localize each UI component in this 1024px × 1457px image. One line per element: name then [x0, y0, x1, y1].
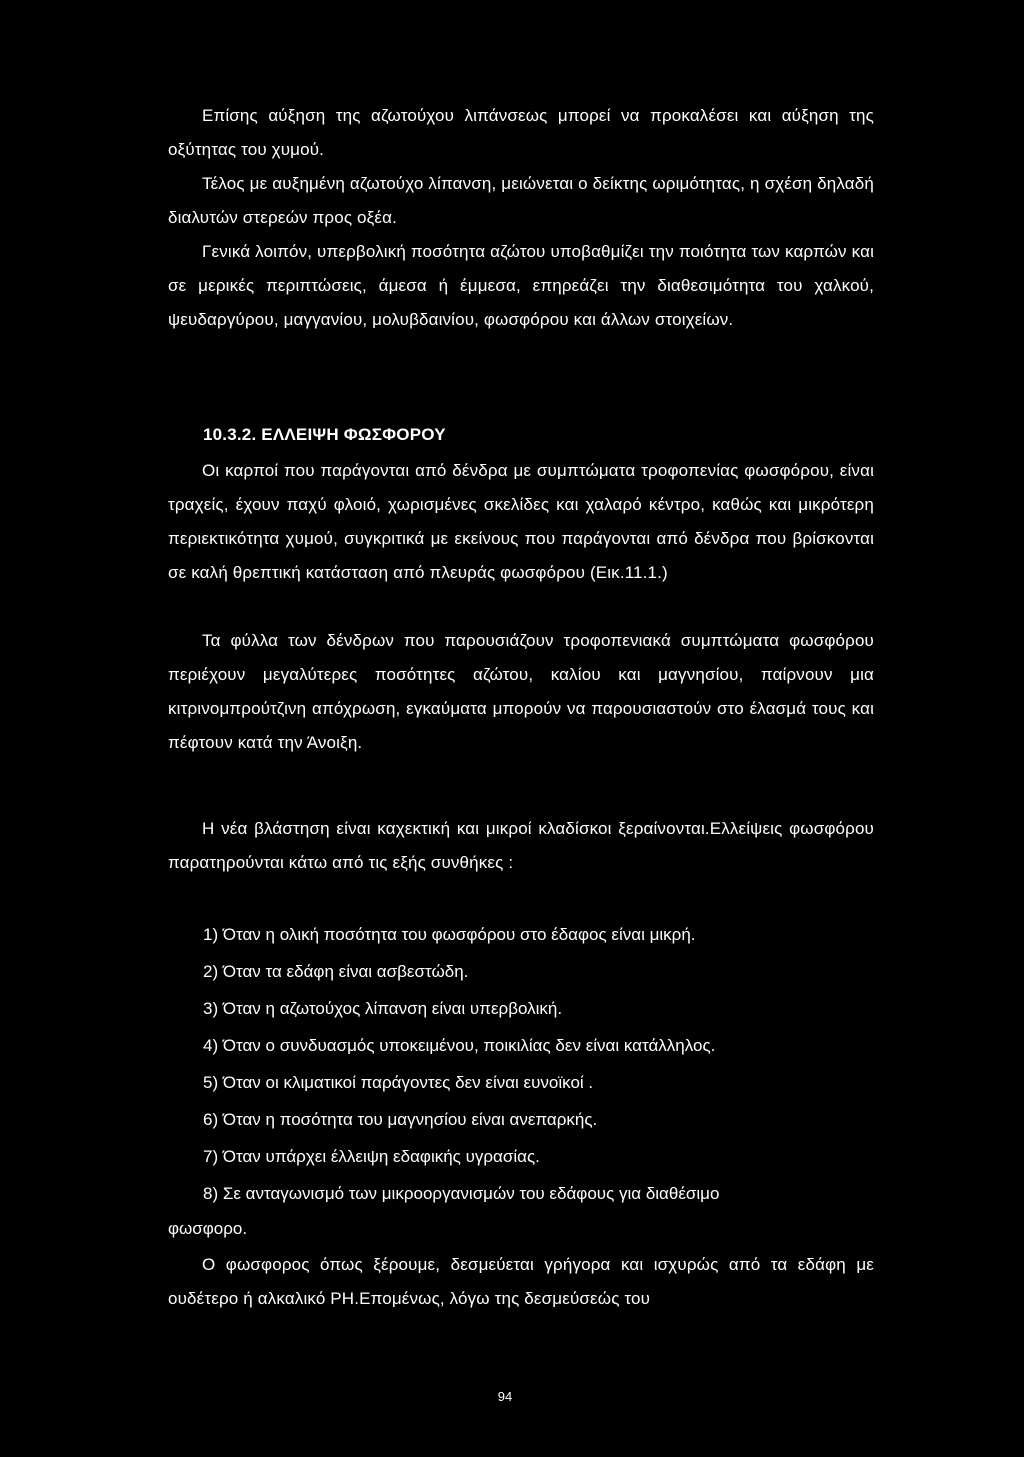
paragraph-leaf-symptoms: Τα φύλλα των δένδρων που παρουσιάζουν τροφοπενιακά συμπτώματα φωσφόρου περιέχουν μεγαλύτερες ποσότητες αζώτου, καλίου και μαγνησίου, παίρνουν μια κιτρινομπρούτζινη απόχρωση, εγκαύματα μπορούν να παρουσιαστούν στο έλασμά τους και πέφτουν κατά την Άνοιξη.: [168, 631, 874, 752]
condition-item-8-continuation: φωσφορο.: [168, 1219, 248, 1238]
condition-item-5: 5) Όταν οι κλιματικοί παράγοντες δεν είναι ευνοϊκοί .: [203, 1073, 594, 1092]
paragraph-nitrogen-quality: Γενικά λοιπόν, υπερβολική ποσότητα αζώτου υποβαθμίζει την ποιότητα των καρπών και σε μερικές περιπτώσεις, άμεσα ή έμμεσα, επηρεάζει την διαθεσιμότητα του χαλκού, ψευδαργύρου, μαγγανίου, μολυβδαινίου, φωσφόρου και άλλων στοιχείων.: [168, 242, 874, 329]
section-heading: 10.3.2. ΕΛΛΕΙΨΗ ΦΩΣΦΟΡΟΥ: [203, 425, 446, 444]
condition-item-1: 1) Όταν η ολική ποσότητα του φωσφόρου στο έδαφος είναι μικρή.: [203, 925, 696, 944]
condition-item-4: 4) Όταν ο συνδυασμός υποκειμένου, ποικιλίας δεν είναι κατάλληλος.: [203, 1036, 716, 1055]
condition-item-2: 2) Όταν τα εδάφη είναι ασβεστώδη.: [203, 962, 469, 981]
condition-item-3: 3) Όταν η αζωτούχος λίπανση είναι υπερβολική.: [203, 999, 563, 1018]
paragraph-ripeness-index: Τέλος με αυξημένη αζωτούχο λίπανση, μειώνεται ο δείκτης ωριμότητας, η σχέση δηλαδή διαλυτών στερεών προς οξέα.: [168, 174, 874, 227]
condition-item-7: 7) Όταν υπάρχει έλλειψη εδαφικής υγρασίας.: [203, 1147, 540, 1166]
page-number: 94: [497, 1389, 513, 1404]
paragraph-phosphorus-fixation: Ο φωσφορος όπως ξέρουμε, δεσμεύεται γρήγορα και ισχυρώς από τα εδάφη με ουδέτερο ή αλκαλικό PH.Επομένως, λόγω της δεσμεύσεώς του: [168, 1255, 874, 1308]
condition-item-6: 6) Όταν η ποσότητα του μαγνησίου είναι ανεπαρκής.: [203, 1110, 598, 1129]
paragraph-growth-conditions: Η νέα βλάστηση είναι καχεκτική και μικροί κλαδίσκοι ξεραίνονται.Ελλείψεις φωσφόρου παρατηρούνται κάτω από τις εξής συνθήκες :: [168, 819, 874, 872]
paragraph-fruit-symptoms: Οι καρποί που παράγονται από δένδρα με συμπτώματα τροφοπενίας φωσφόρου, είναι τραχείς, έχουν παχύ φλοιό, χωρισμένες σκελίδες και χαλαρό κέντρο, καθώς και μικρότερη περιεκτικότητα χυμού, συγκριτικά με εκείνους που παράγονται από δένδρα που βρίσκονται σε καλή θρεπτική κατάσταση από πλευράς φωσφόρου (Εικ.11.1.): [168, 461, 874, 582]
paragraph-nitrogen-acidity: Επίσης αύξηση της αζωτούχου λιπάνσεως μπορεί να προκαλέσει και αύξηση της οξύτητας του χυμού.: [168, 106, 874, 159]
condition-item-8: 8) Σε ανταγωνισμό των μικροοργανισμών του εδάφους για διαθέσιμο: [203, 1184, 720, 1203]
